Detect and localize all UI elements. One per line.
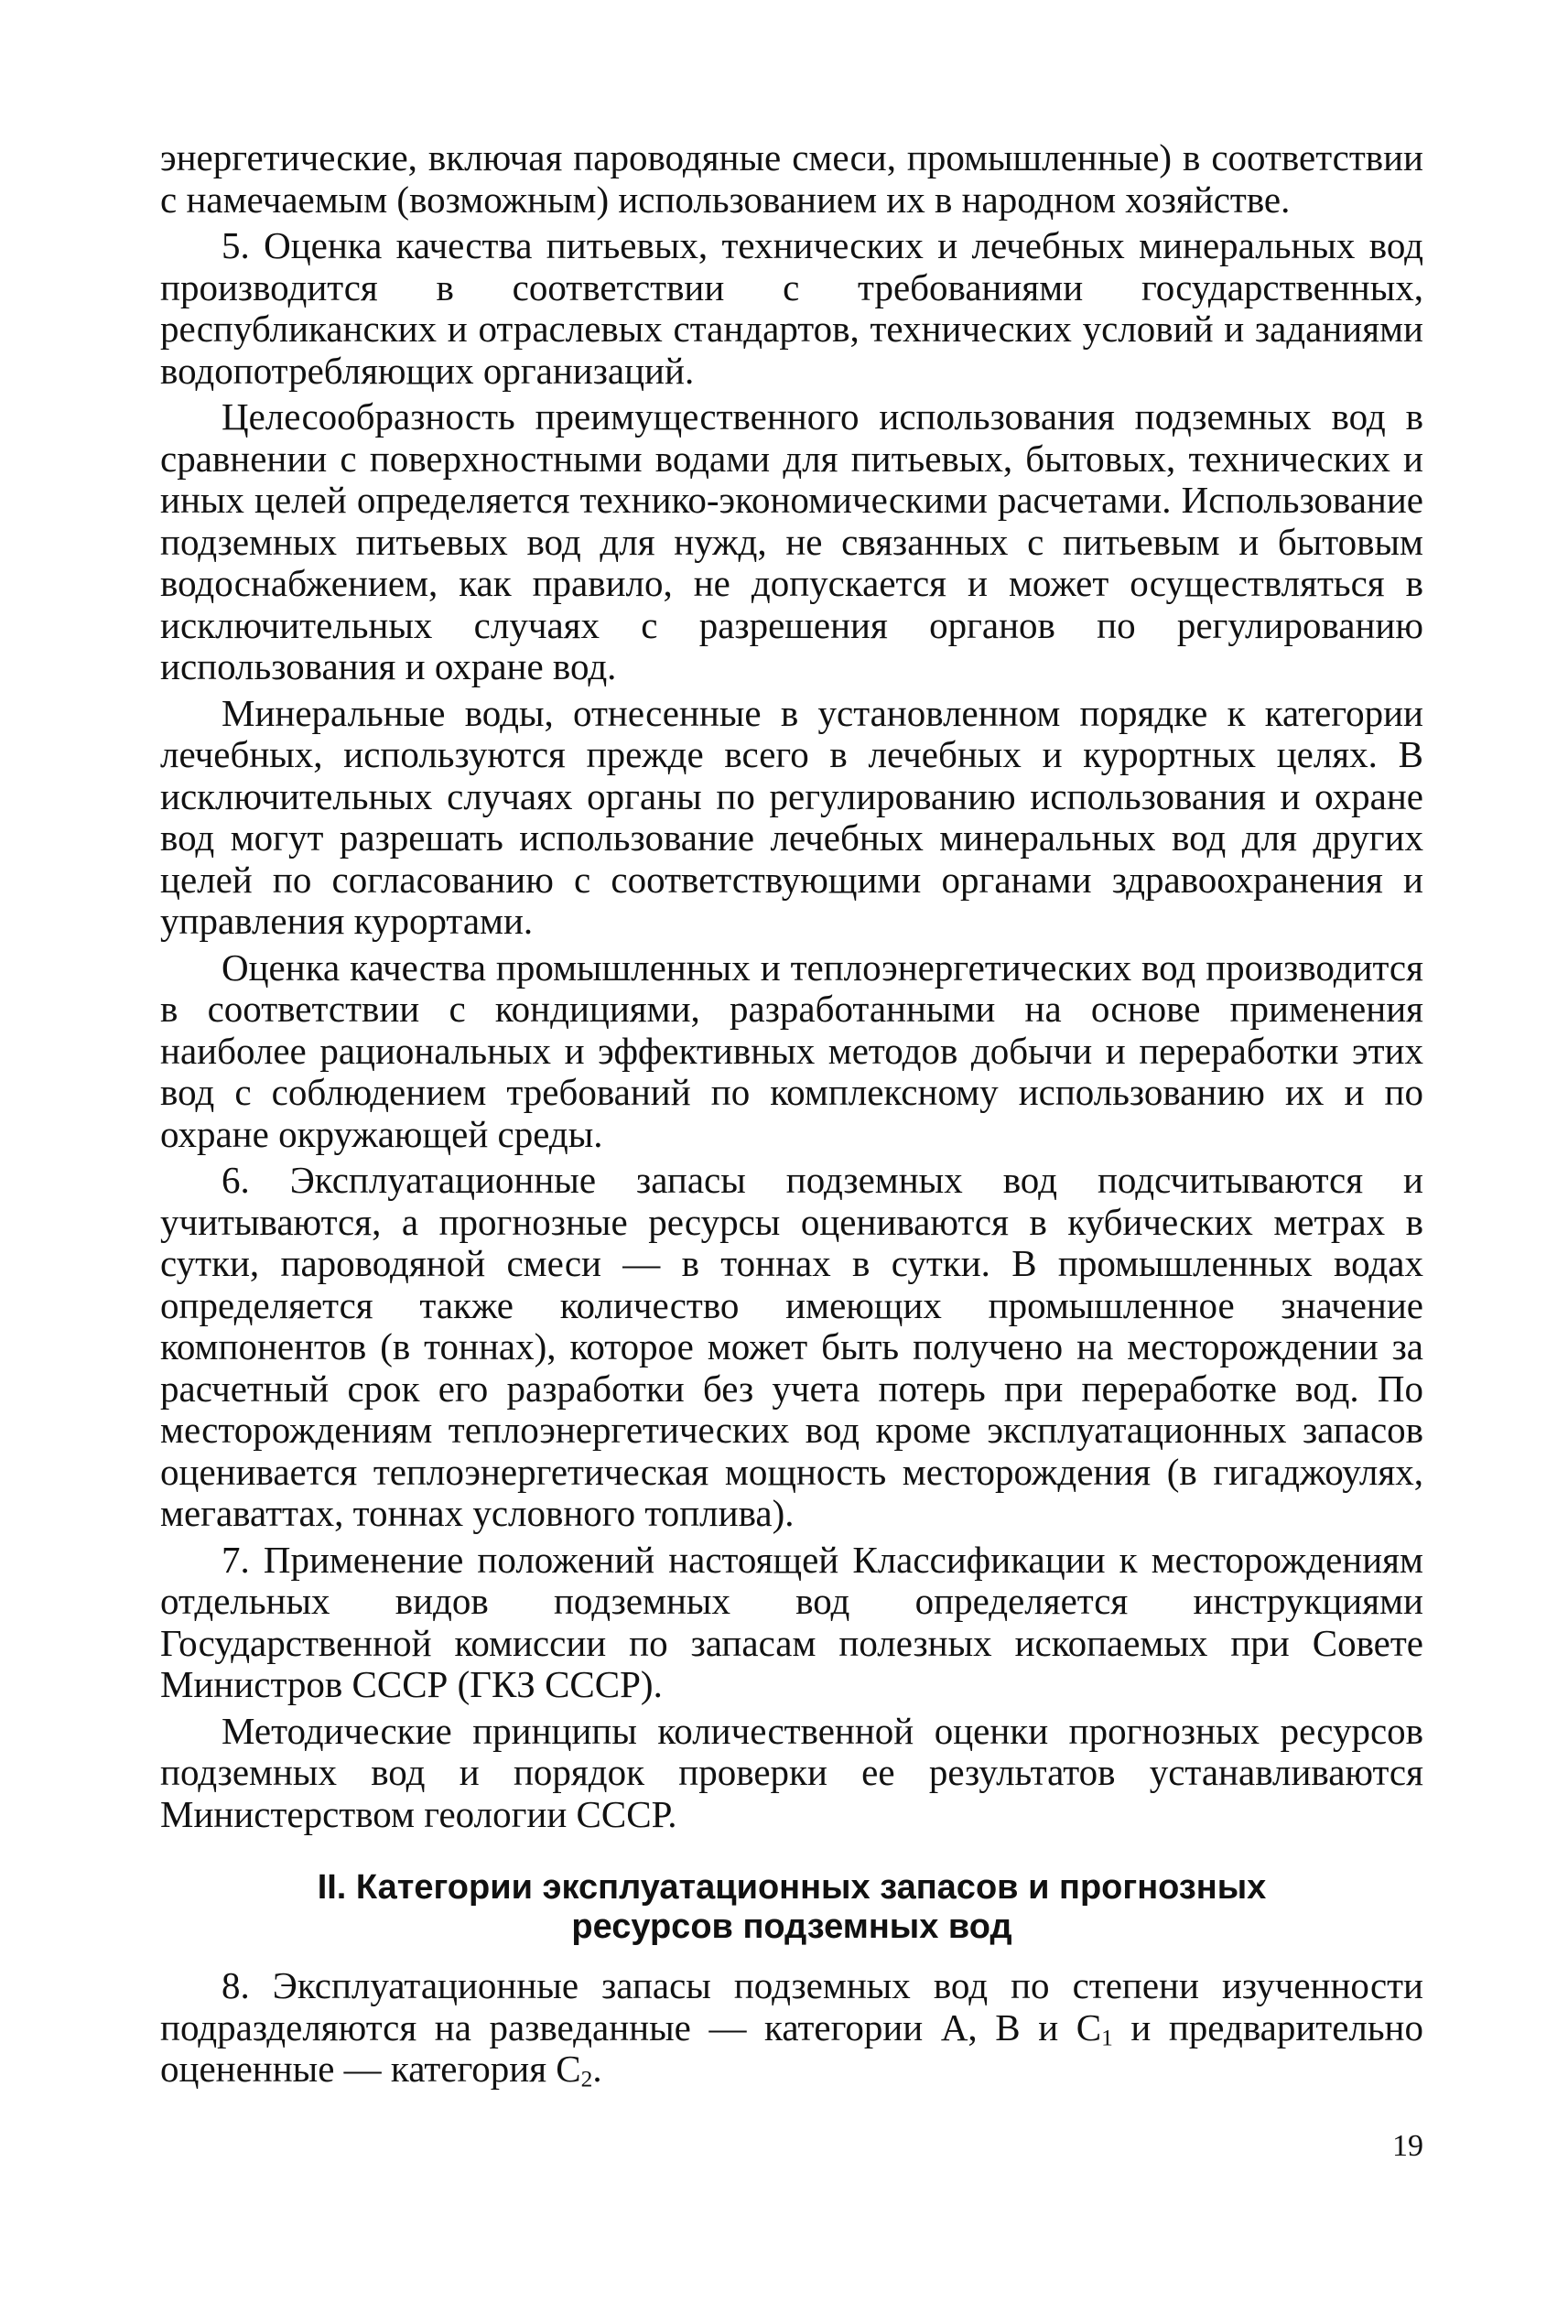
body-text bbox=[160, 137, 1423, 2095]
paragraph-mineral-waters: Минеральные воды, отнесенные в установленном порядке к категории лечебных, используются прежде всего в лечебных и курортных целях. В исключительных случаях органы по регулированию использования и охране вод могут разрешать использование лечебных минеральных вод для других целей по согласованию с соответствующими органами здравоохранения и управления курортами. bbox=[160, 691, 1423, 942]
paragraph-item-8-text: 8. Эксплуатационные запасы подземных вод по степени изученности подразделяются на разведанные — категории А, В и С bbox=[160, 1964, 1423, 2048]
paragraph-item-5: 5. Оценка качества питьевых, технических и лечебных минеральных вод производится в соответствии с требованиями государственных, республиканских и отраслевых стандартов, технических условий и заданиями водопотребляющих организаций. bbox=[160, 224, 1423, 392]
paragraph-item-8 bbox=[160, 1965, 1423, 2091]
paragraph-continuation: энергетические, включая пароводяные смеси, промышленные) в соответствии с намечаемым (возможным) использованием их в народном хозяйстве. bbox=[160, 136, 1423, 221]
subscript-2: 2 bbox=[580, 2066, 593, 2092]
paragraph-groundwater-use: Целесообразность преимущественного использования подземных вод в сравнении с поверхностными водами для питьевых, бытовых, технических и иных целей определяется технико-экономическими расчетами. Использование подземных питьевых вод для нужд, не связанных с питьевым и бытовым водоснабжением, как правило, не допускается и может осуществляться в исключительных случаях с разрешения органов по регулированию использования и охране вод. bbox=[160, 395, 1423, 687]
page-number: 19 bbox=[1392, 2129, 1423, 2163]
paragraph-methodical-principles: Методические принципы количественной оценки прогнозных ресурсов подземных вод и порядок проверки ее результатов устанавливаются Министерством геологии СССР. bbox=[160, 1709, 1423, 1835]
paragraph-item-8-end: . bbox=[592, 2048, 602, 2090]
section-heading bbox=[160, 1868, 1423, 1947]
section-heading-line-1: II. Категории эксплуатационных запасов и прогнозных bbox=[317, 1868, 1267, 1907]
section-heading-line-2: ресурсов подземных вод bbox=[571, 1908, 1012, 1946]
paragraph-item-6: 6. Эксплуатационные запасы подземных вод подсчитываются и учитываются, а прогнозные ресурсы оцениваются в кубических метрах в сутки, пароводяной смеси — в тоннах в сутки. В промышленных водах определяется также количество имеющих промышленное значение компонентов (в тоннах), которое может быть получено на месторождении за расчетный срок его разработки без учета потерь при переработке вод. По месторождениям теплоэнергетических вод кроме эксплуатационных запасов оценивается теплоэнергетическая мощность месторождения (в гигаджоулях, мегаваттах, тоннах условного топлива). bbox=[160, 1159, 1423, 1534]
paragraph-item-7: 7. Применение положений настоящей Классификации к месторождениям отдельных видов подземных вод определяется инструкциями Государственной комиссии по запасам полезных ископаемых при Совете Министров СССР (ГКЗ СССР). bbox=[160, 1538, 1423, 1705]
subscript-1: 1 bbox=[1101, 2025, 1113, 2051]
paragraph-industrial-waters: Оценка качества промышленных и теплоэнергетических вод производится в соответствии с кондициями, разработанными на основе применения наиболее рациональных и эффективных методов добычи и переработки этих вод с соблюдением требований по комплексному использованию их и по охране окружающей среды. bbox=[160, 946, 1423, 1155]
paragraph-item-8-middle: и предварительно оцененные — категория С bbox=[160, 2005, 1423, 2090]
